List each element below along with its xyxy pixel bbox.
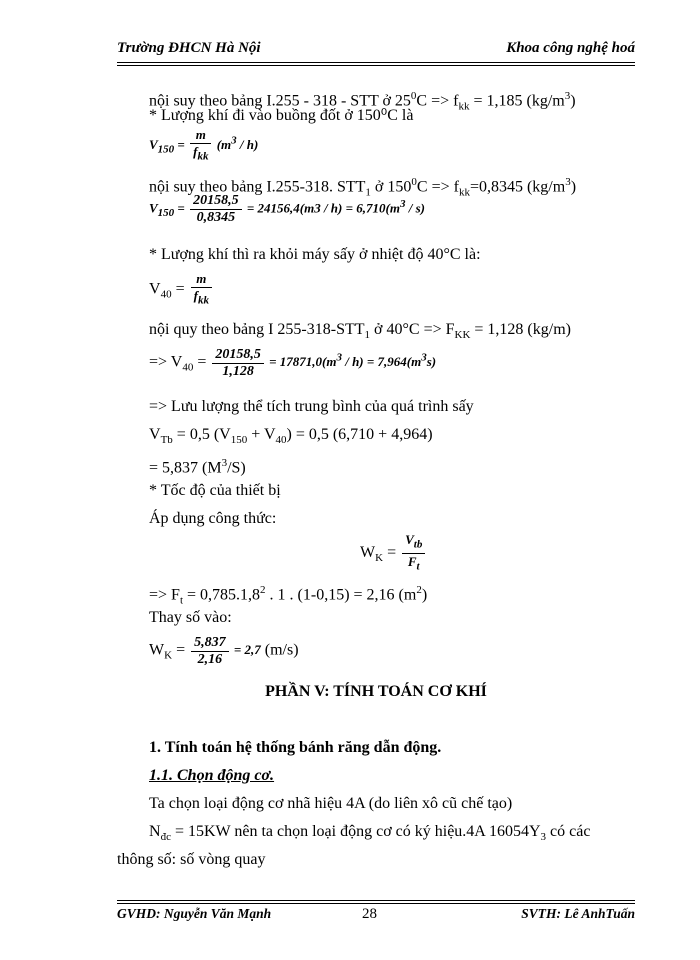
page-number: 28 <box>362 906 377 922</box>
paragraph-2: $N_{đc} = 15KW$ nên ta chọn loại động cơ có ký hiệu.4A $16054Y_3$ có các <box>149 823 591 844</box>
text-line-2: * Lượng khí đi vào buồng đốt ở 150⁰C là <box>149 107 414 124</box>
equation-v40-value: => $V_{40}$ = $\frac{20158,5}{1,128}$ = $17871,0(m^3 / h) = 7,964(m^3s)$ <box>149 347 437 379</box>
header-school: Trường ĐHCN Hà Nội <box>117 40 261 56</box>
text-line-4: * Lượng khí thì ra khỏi máy sấy ở nhiệt độ 40°C là: <box>149 246 481 263</box>
heading-1: 1. Tính toán hệ thống bánh răng dẫn động. <box>149 739 442 756</box>
text-line-11: => $F_t = 0,785.1,8^2$ . 1 . (1-0,15) = 2,16 $(m^2)$ <box>149 584 428 607</box>
paragraph-3: thông số: số vòng quay <box>117 851 266 868</box>
paragraph-1: Ta chọn loại động cơ nhã hiệu 4A (do liên xô cũ chế tạo) <box>149 795 513 812</box>
text-line-5: nội quy theo bảng I $255-318-STT_1$ ở $40^\circ C => F_{KK} = 1,128$ (kg/m) <box>149 321 571 342</box>
footer-rule-2 <box>117 903 635 904</box>
text-line-7: $V_{Tb} = 0,5$ $(V_{150} + V_{40}) = 0,5$ (6,710 + 4,964) <box>149 426 433 447</box>
page-header <box>117 40 635 60</box>
equation-wk-value: $W_K$ = $\frac{5,837}{2,16}$ = 2,7 (m/s) <box>149 635 299 667</box>
heading-1-1: 1.1. Chọn động cơ. <box>149 767 275 784</box>
text-line-3: nội suy theo bảng I.255-318. $STT_1$ ở $150^0C => f_{kk}=0,8345$ $(kg/m^3)$ <box>149 176 577 199</box>
footer-advisor: GVHD: Nguyễn Văn Mạnh <box>117 906 272 921</box>
text-line-9: * Tốc độ của thiết bị <box>149 482 281 499</box>
equation-v150-value: $V_{150}$ = $\frac{20158,5}{0,8345}$ = $24156,4(m3 / h) = 6,710(m^3 / s)$ <box>149 193 425 225</box>
page-footer <box>117 906 635 926</box>
header-rule <box>117 62 635 63</box>
equation-v150: $V_{150}$ = $\frac{m}{f_{kk}}$ $(m^3 / h)$ <box>149 127 259 163</box>
text-line-6: => Lưu lượng thể tích trung bình của quá trình sấy <box>149 398 474 415</box>
footer-student: SVTH: Lê AnhTuấn <box>521 906 635 921</box>
text-line-12: Thay số vào: <box>149 609 232 626</box>
text-line-8: = 5,837 $(M^3/S)$ <box>149 457 246 477</box>
text-line-1: nội suy theo bảng I.255 - 318 - STT ở $25^0C => f_{kk} = 1,185$ $(kg/m^3)$ <box>149 90 576 113</box>
equation-wk: $W_K$ = $\frac{V_{tb}}{F_t}$ <box>360 533 427 573</box>
text-line-10: Áp dụng công thức: <box>149 510 277 527</box>
equation-v40: $V_{40}$ = $\frac{m}{f_{kk}}$ <box>149 272 214 308</box>
section-title: PHẦN V: TÍNH TOÁN CƠ KHÍ <box>265 683 487 700</box>
header-rule-2 <box>117 65 635 66</box>
header-faculty: Khoa công nghệ hoá <box>506 40 635 56</box>
footer-rule <box>117 900 635 901</box>
